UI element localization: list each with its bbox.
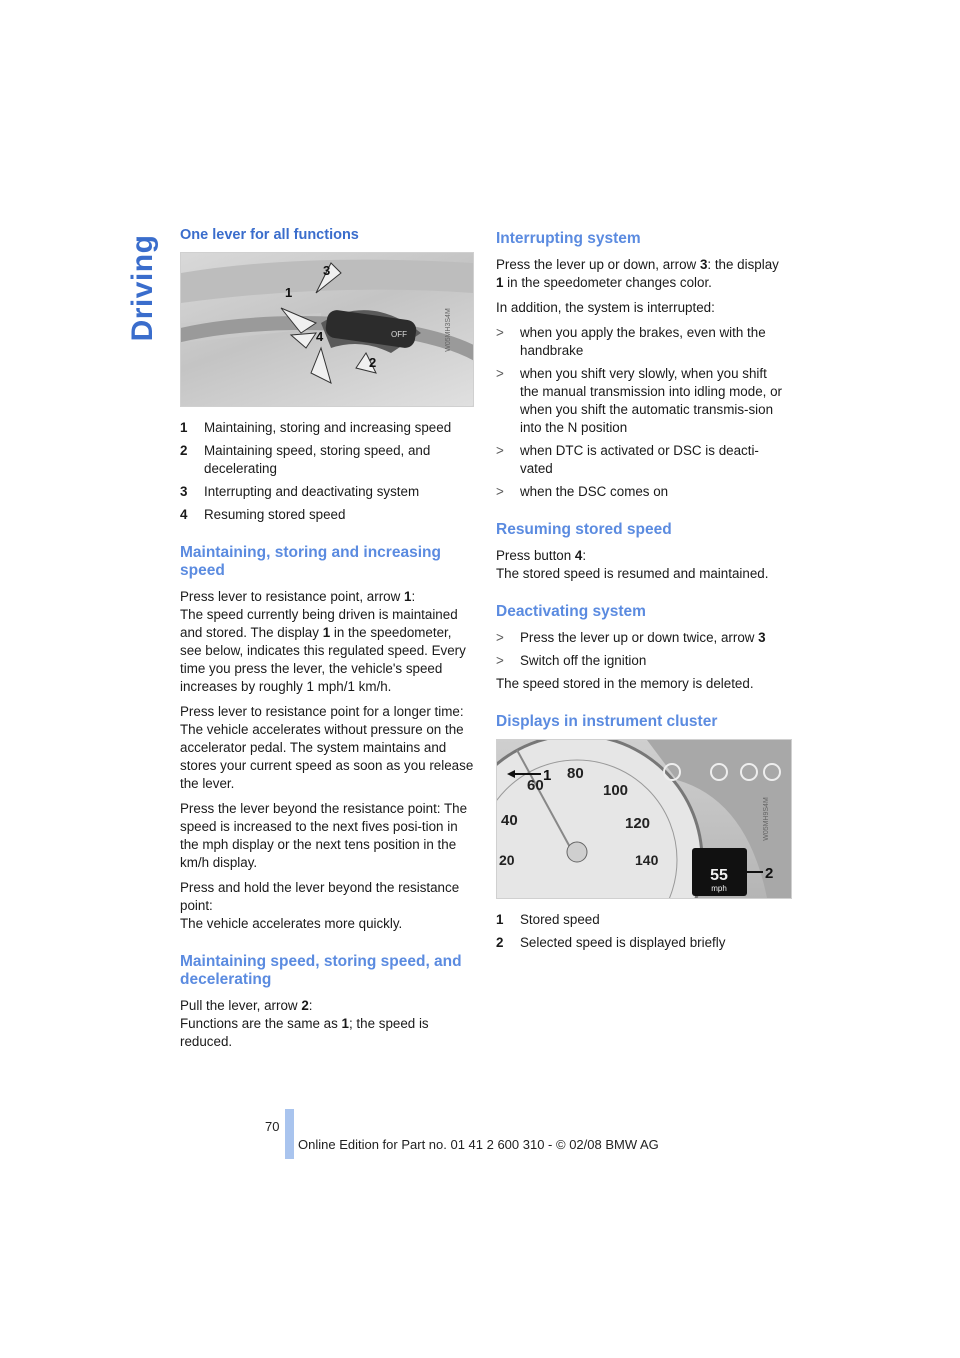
- figure-code: W05MH9S4M: [763, 797, 771, 841]
- scale-120: 120: [625, 815, 651, 832]
- paragraph: Press the lever beyond the resistance point: The speed is increased to the next fives posi-tion in the mph display or the next tens position in the km/h display.: [180, 801, 468, 870]
- heading-deactivating: Deactivating system: [496, 603, 646, 620]
- lever-label-1: 1: [285, 285, 293, 300]
- lever-label-2: 2: [369, 355, 377, 370]
- legend-item: 1 Maintaining, storing and increasing speed: [180, 420, 452, 435]
- speed-unit: mph: [711, 884, 727, 893]
- bullet-item: > Switch off the ignition: [496, 653, 647, 668]
- bullet-item: > when you shift very slowly, when you shift the manual transmission into idling mode, or when you shift the automatic transmis-sion into the N position: [496, 366, 782, 435]
- paragraph: Press lever to resistance point, arrow 1: The speed currently being driven is maintained and stored. The display 1 in the speedometer, see below, indicates this regulated speed. Every time you press the lever, the vehicle's speed increases by roughly 1 mph/1 km/h.: [180, 589, 466, 694]
- left-column: [180, 226, 474, 1058]
- paragraph: Pull the lever, arrow 2: Functions are the same as 1; the speed is reduced.: [180, 998, 429, 1049]
- section-tab-label: Driving: [126, 234, 159, 342]
- heading-maintaining: Maintaining, storing and increasing speed: [180, 544, 441, 579]
- paragraph: In addition, the system is interrupted:: [496, 300, 715, 315]
- heading-one-lever: One lever for all functions: [180, 227, 359, 243]
- legend-item: 4 Resuming stored speed: [180, 507, 346, 522]
- heading-resuming: Resuming stored speed: [496, 521, 672, 538]
- lever-off-label: OFF: [391, 330, 407, 339]
- cluster-label-2: 2: [765, 865, 774, 882]
- paragraph: Press button 4: The stored speed is resumed and maintained.: [496, 548, 769, 581]
- right-column: [496, 226, 788, 957]
- scale-40: 40: [501, 812, 518, 829]
- lever-label-3: 3: [323, 263, 331, 278]
- heading-decelerating: Maintaining speed, storing speed, and decelerating: [180, 953, 462, 988]
- scale-100: 100: [603, 782, 629, 799]
- paragraph: The speed stored in the memory is deleted.: [496, 676, 754, 691]
- heading-interrupting: Interrupting system: [496, 230, 641, 247]
- legend-item: 1 Stored speed: [496, 912, 600, 927]
- scale-80: 80: [567, 765, 584, 782]
- figure-code: W05MH3S4M: [445, 307, 453, 352]
- footer-edition-text: Online Edition for Part no. 01 41 2 600 310 - © 02/08 BMW AG: [298, 1137, 659, 1152]
- speed-value: 55: [710, 867, 728, 884]
- lever-label-4: 4: [316, 329, 324, 344]
- scale-140: 140: [635, 852, 659, 868]
- cluster-figure: [496, 739, 792, 899]
- page-number: 70: [265, 1119, 280, 1134]
- section-tab: [128, 228, 158, 348]
- bullet-item: > when the DSC comes on: [496, 484, 669, 499]
- instrument-cluster-illustration: [497, 740, 791, 898]
- lever-figure: [180, 252, 474, 407]
- scale-20: 20: [499, 852, 515, 868]
- bullet-item: > Press the lever up or down twice, arrow 3: [496, 630, 766, 645]
- scale-60: 60: [527, 777, 544, 794]
- bullet-item: > when DTC is activated or DSC is deacti-vated: [496, 443, 759, 476]
- legend-item: 2 Selected speed is displayed briefly: [496, 935, 726, 950]
- cluster-label-1: 1: [543, 767, 552, 784]
- paragraph: Press the lever up or down, arrow 3: the display 1 in the speedometer changes color.: [496, 257, 779, 290]
- footer-accent-bar: [285, 1109, 294, 1159]
- legend-item: 3 Interrupting and deactivating system: [180, 484, 420, 499]
- paragraph: Press and hold the lever beyond the resistance point: The vehicle accelerates more quickly.: [180, 880, 460, 931]
- heading-displays: Displays in instrument cluster: [496, 713, 718, 730]
- legend-item: 2 Maintaining speed, storing speed, and decelerating: [180, 443, 431, 476]
- steering-lever-illustration: [181, 253, 473, 406]
- paragraph: Press lever to resistance point for a longer time: The vehicle accelerates without pressure on the accelerator pedal. The system maintains and stores your current speed as soon as you release the lever.: [180, 704, 474, 791]
- bullet-item: > when you apply the brakes, even with the handbrake: [496, 325, 766, 358]
